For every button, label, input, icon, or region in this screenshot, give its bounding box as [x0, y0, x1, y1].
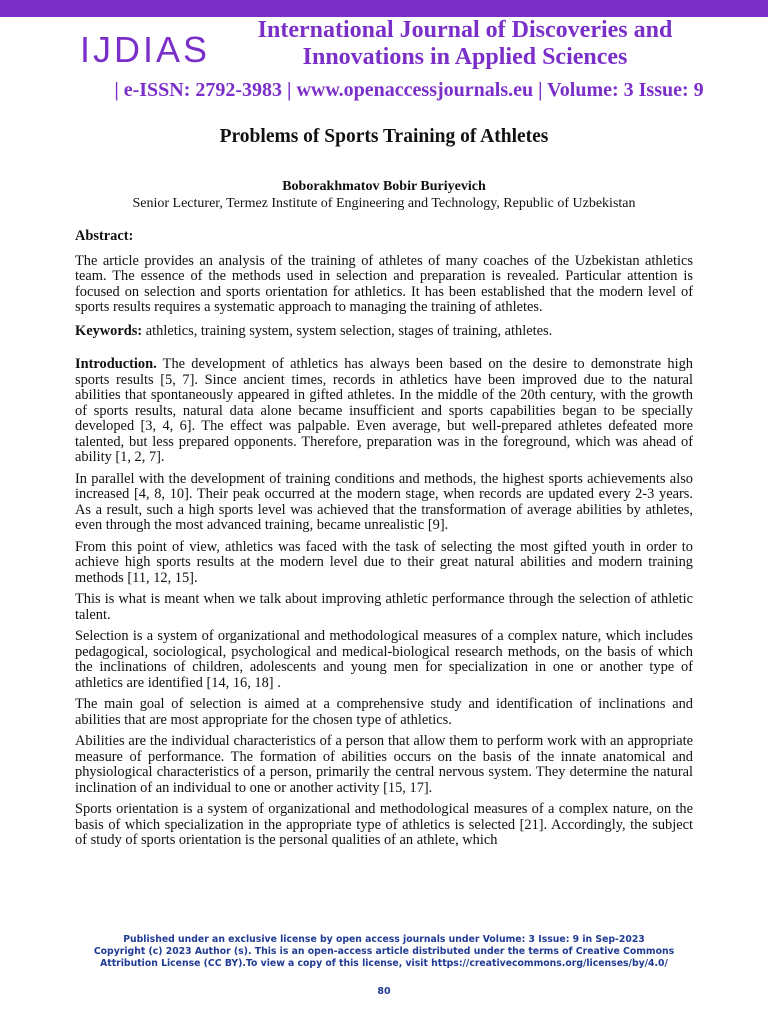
paper-title: Problems of Sports Training of Athletes	[219, 126, 549, 147]
body-paragraph: This is what is meant when we talk about improving athletic performance through the selection of athletic talent.	[75, 591, 693, 623]
footer-line-2: Copyright (c) 2023 Author (s). This is an open-access article distributed under the terms of Creative Commons	[93, 946, 675, 957]
license-footer	[60, 934, 708, 970]
introduction-text: The development of athletics has always been based on the desire to demonstrate high sports results [5, 7]. Since ancient times, records in athletics have been improved due to the natural abilities that spontaneously appeared in gifted athletes. In the middle of the 20th century, with the growth of sports results, natural data alone became insufficient and sports capabilities began to be specially developed [3, 4, 6]. The effect was palpable. Even average, but well-prepared athletes defeated more talented, but less prepared opponents. Therefore, preparation was in the foreground, which was ahead of ability [1, 2, 7].	[75, 356, 693, 465]
body-paragraph: In parallel with the development of training conditions and methods, the highest sports achievements also increased [4, 8, 10]. Their peak occurred at the modern stage, when records are updated every 2-3 years. As a result, such a high sports level was achieved that the transformation of average abilities by athletes, even through the most advanced training, became unrealistic [9].	[75, 470, 693, 533]
introduction-label: Introduction.	[75, 356, 157, 372]
article-body	[75, 229, 693, 855]
issn-volume-line: | e-ISSN: 2792-3983 | www.openaccessjournals.eu | Volume: 3 Issue: 9	[114, 79, 704, 101]
body-paragraph: From this point of view, athletics was faced with the task of selecting the most gifted youth in order to achieve high sports results at the modern level due to their great natural abilities and modern training methods [11, 12, 15].	[75, 538, 693, 586]
journal-title-line-1: International Journal of Discoveries and	[257, 17, 673, 43]
abstract-heading: Abstract:	[75, 228, 134, 244]
journal-title	[236, 17, 694, 71]
keywords-line	[75, 324, 693, 340]
author-affiliation: Senior Lecturer, Termez Institute of Engineering and Technology, Republic of Uzbekistan	[132, 196, 636, 211]
keywords-text: athletics, training system, system selection, stages of training, athletes.	[142, 322, 553, 339]
body-paragraph: The main goal of selection is aimed at a comprehensive study and identification of inclinations and abilities that are most appropriate for the chosen type of athletics.	[75, 696, 693, 728]
journal-title-line-2: Innovations in Applied Sciences	[302, 44, 628, 70]
footer-line-3: Attribution License (CC BY).To view a copy of this license, visit https://creativecommons.org/licenses/by/4.0/	[100, 958, 668, 969]
keywords-label: Keywords:	[75, 322, 143, 339]
body-paragraph: Sports orientation is a system of organizational and methodological measures of a complex nature, on the basis of which specialization in the appropriate type of athletics is selected [21]. Accordingly, the subject of study of sports orientation is the personal qualities of an athlete, which	[75, 801, 693, 848]
page-number: 80	[377, 986, 391, 997]
body-paragraph: Abilities are the individual characteristics of a person that allow them to perform work with an appropriate measure of performance. The formation of abilities occurs on the basis of the innate anatomical and physiological characteristics of a person, primarily the central nervous system. They determine the natural inclination of an individual to one or another activity [15, 17].	[75, 733, 693, 796]
introduction-paragraph	[75, 357, 693, 466]
author-name: Boborakhmatov Bobir Buriyevich	[282, 179, 486, 194]
abstract-text: The article provides an analysis of the training of athletes of many coaches of the Uzbekistan athletics team. The essence of the methods used in selection and preparation is revealed. Particular attention is focused on selection and sports orientation for athletics. It has been established that the modern level of sports results requires a systematic approach to managing the training of athletes.	[75, 252, 693, 315]
header-accent-bar	[0, 0, 768, 17]
footer-line-1: Published under an exclusive license by open access journals under Volume: 3 Issue: 9 in Sep-2023	[123, 934, 645, 945]
body-paragraph: Selection is a system of organizational and methodological measures of a complex nature, which includes pedagogical, sociological, psychological and medical-biological research methods, on the basis of which the inclinations of children, adolescents and young men for specialization in one or another type of athletics are identified [14, 16, 18] .	[75, 628, 693, 691]
journal-logo: IJDIAS	[80, 29, 211, 70]
